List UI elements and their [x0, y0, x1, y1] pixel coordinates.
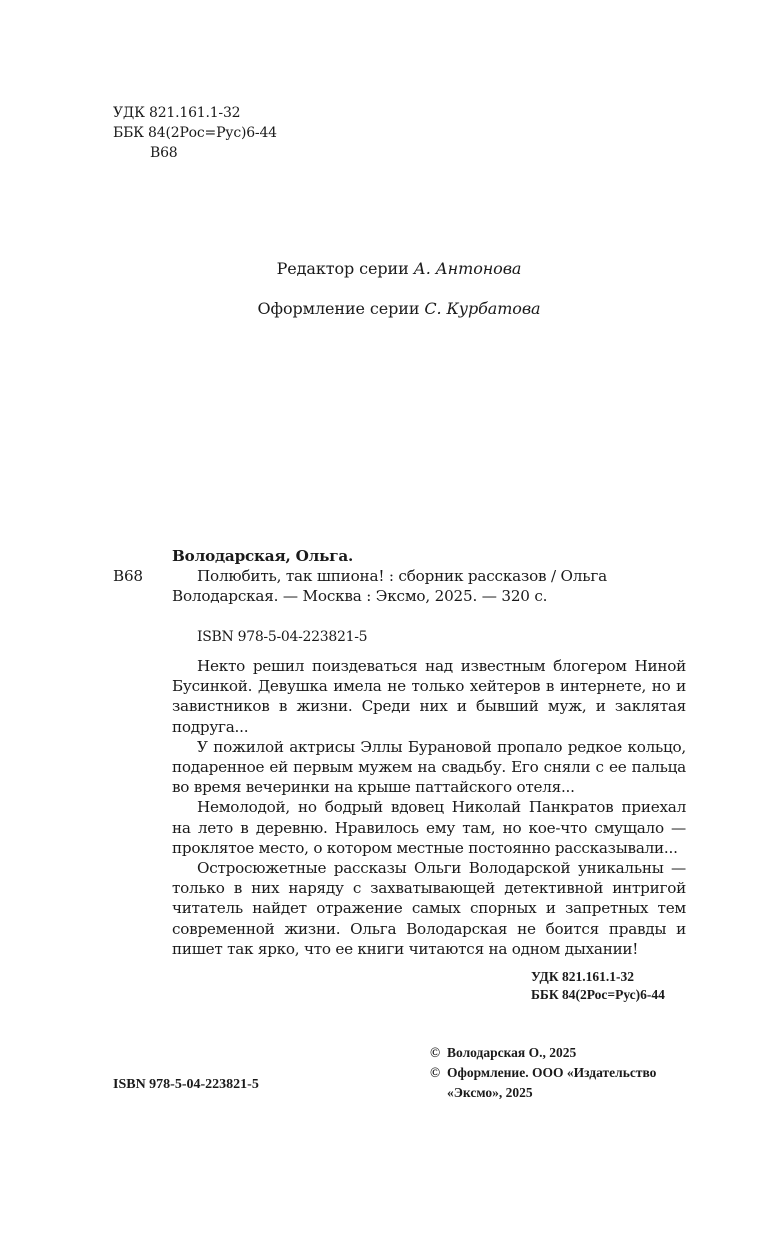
annotation-paragraph: Остросюжетные рассказы Ольги Володарской уникальны — только в них наряду с захватывающей детективной интригой читатель найдет отражение самых спорных и запретных тем современной жизни. Ольга Володарская не боится правды и пишет так ярко, что ее книги читаются на одном дыхании!: [172, 859, 686, 958]
series-editor-credit: [0, 259, 768, 278]
author-mark: В68: [150, 145, 178, 161]
copyright-icon: ©: [430, 1045, 441, 1060]
series-editor-label: Редактор серии: [276, 259, 409, 278]
bibliographic-record: [113, 546, 688, 647]
copyright-design: Оформление. ООО «Издательство «Эксмо», 2025: [447, 1065, 657, 1100]
title-line-1: Полюбить, так шпиона! : сборник рассказов / Ольга: [197, 567, 607, 586]
bottom-classification-block: [531, 968, 665, 1004]
title-line-2: Володарская. — Москва : Эксмо, 2025. — 320 с.: [172, 587, 548, 606]
author-mark-label: В68: [113, 567, 143, 586]
copyright-block: [430, 1043, 700, 1103]
annotation: [172, 656, 686, 959]
annotation-paragraph: Немолодой, но бодрый вдовец Николай Панкратов приехал на лето в деревню. Нравилось ему там, но кое-что смущало — проклятое место, о котором местные постоянно рассказывали...: [172, 798, 686, 857]
udk-code: УДК 821.161.1-32: [113, 105, 241, 121]
bbk-code: ББК 84(2Рос=Рус)6-44: [113, 125, 277, 141]
author-heading: Володарская, Ольга.: [172, 547, 354, 565]
udk-code-bottom: УДК 821.161.1-32: [531, 969, 634, 984]
isbn-record: ISBN 978-5-04-223821-5: [197, 628, 368, 645]
isbn-bottom: ISBN 978-5-04-223821-5: [113, 1077, 259, 1092]
copyright-icon: ©: [430, 1065, 441, 1080]
bbk-code-bottom: ББК 84(2Рос=Рус)6-44: [531, 987, 665, 1002]
series-design-label: Оформление серии: [257, 299, 420, 318]
series-design-name: С. Курбатова: [424, 299, 541, 318]
annotation-paragraph: У пожилой актрисы Эллы Бурановой пропало редкое кольцо, подаренное ей первым мужем на свадьбу. Его сняли с ее пальца во время вечеринки на крыше паттайского отеля...: [172, 737, 686, 797]
copyright-author: Володарская О., 2025: [447, 1045, 577, 1060]
annotation-paragraph: Некто решил поиздеваться над известным блогером Ниной Бусинкой. Девушка имела не только хейтеров в интернете, но и завистников в жизни. Среди них и бывший муж, и заклятая подруга...: [172, 657, 686, 736]
top-classification-block: [113, 103, 277, 163]
series-design-credit: [0, 299, 768, 318]
series-editor-name: А. Антонова: [413, 259, 522, 278]
